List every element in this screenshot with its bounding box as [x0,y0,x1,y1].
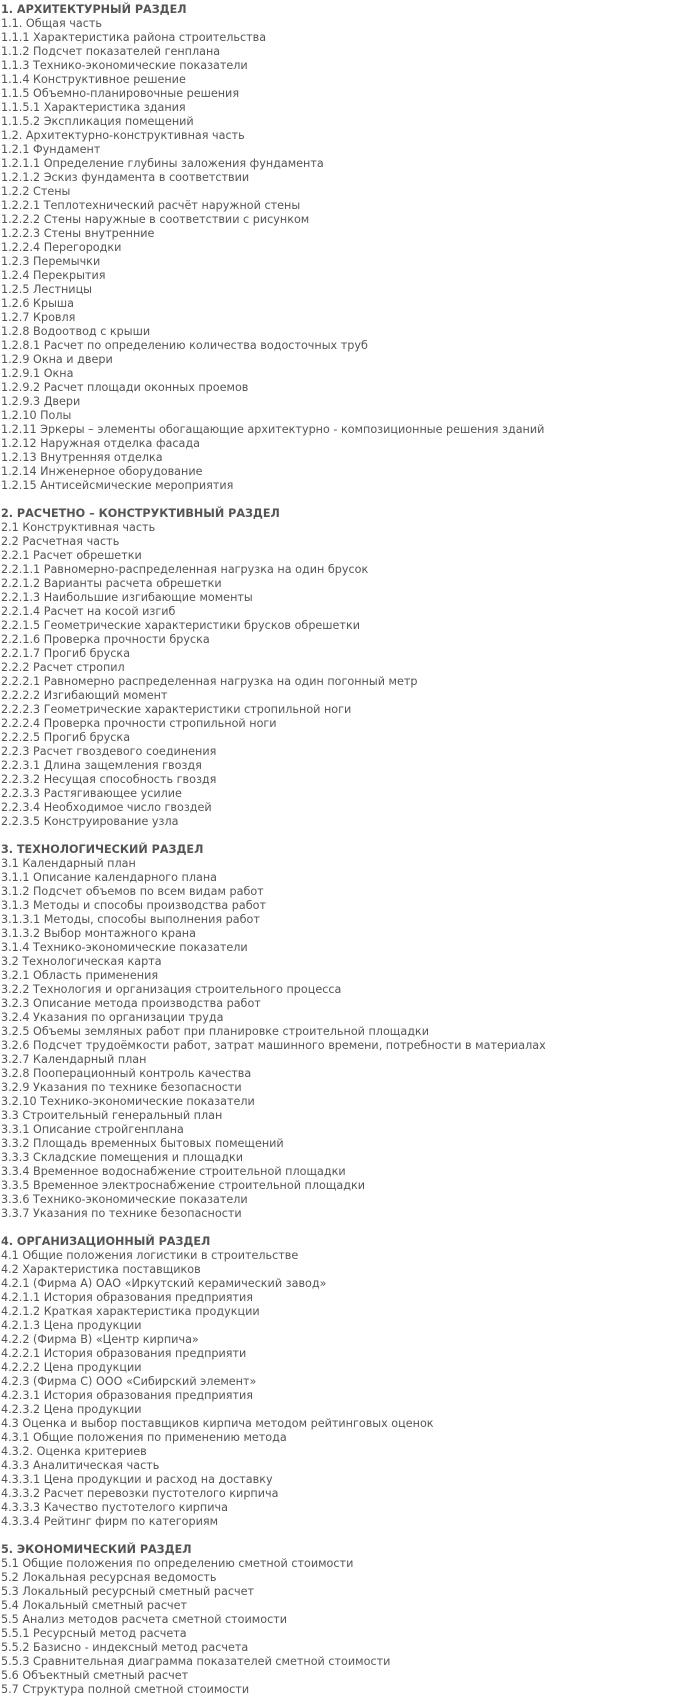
toc-item: 4.3.3.1 Цена продукции и расход на доставку [1,1473,273,1486]
toc-item: 4.2.2 (Фирма В) «Центр кирпича» [1,1333,199,1346]
toc-item: 2.2.1 Расчет обрешетки [1,549,142,562]
toc-item: 3.1 Календарный план [1,857,136,870]
toc-section-architectural [1,3,700,493]
toc-item: 3.1.3.1 Методы, способы выполнения работ [1,913,260,926]
toc-item: 2.2.3.4 Необходимое число гвоздей [1,801,212,814]
toc-item: 1.2.4 Перекрытия [1,269,106,282]
toc-item: 4.3.3.3 Качество пустотелого кирпича [1,1501,228,1514]
toc-item: 2.2.1.6 Проверка прочности бруска [1,633,210,646]
section-heading: 4. ОРГАНИЗАЦИОННЫЙ РАЗДЕЛ [1,1235,211,1248]
toc-section-technological [1,843,700,1221]
toc-item: 1.2.5 Лестницы [1,283,93,296]
toc-item: 2.2.1.4 Расчет на косой изгиб [1,605,176,618]
toc-item: 4.3.3.4 Рейтинг фирм по категориям [1,1515,219,1528]
toc-item: 1.2.9 Окна и двери [1,353,113,366]
section-items [1,1249,700,1529]
toc-item: 1.1.1 Характеристика района строительства [1,31,267,44]
toc-item: 5.5 Анализ методов расчета сметной стоимости [1,1613,288,1626]
toc-item: 3.2.10 Технико-экономические показатели [1,1095,255,1108]
toc-item: 1.2.1.2 Эскиз фундамента в соответствии [1,171,250,184]
toc-item: 2.2.3.2 Несущая способность гвоздя [1,773,217,786]
toc-item: 3.2.5 Объемы земляных работ при планировке строительной площадки [1,1025,429,1038]
toc-section-organizational [1,1235,700,1529]
toc-item: 1.2.9.3 Двери [1,395,81,408]
toc-item: 5.6 Объектный сметный расчет [1,1669,189,1682]
toc-item: 3.2.4 Указания по организации труда [1,1011,224,1024]
section-items [1,521,700,829]
toc-item: 2.2.2 Расчет стропил [1,661,125,674]
toc-item: 1.2.12 Наружная отделка фасада [1,437,200,450]
toc-item: 3.1.3 Методы и способы производства работ [1,899,267,912]
toc-item: 1.2.8 Водоотвод с крыши [1,325,151,338]
toc-item: 1.2.2.4 Перегородки [1,241,122,254]
toc-item: 2.2.2.4 Проверка прочности стропильной ноги [1,717,277,730]
toc-item: 4.2.1.2 Краткая характеристика продукции [1,1305,260,1318]
toc-item: 3.2.9 Указания по технике безопасности [1,1081,242,1094]
toc-item: 4.3.3 Аналитическая часть [1,1459,160,1472]
toc-item: 2.2.1.7 Прогиб бруска [1,647,131,660]
toc-item: 1.2.9.1 Окна [1,367,74,380]
toc-item: 3.1.1 Описание календарного плана [1,871,218,884]
toc-item: 4.3.3.2 Расчет перевозки пустотелого кирпича [1,1487,279,1500]
toc-item: 2.2.1.3 Наибольшие изгибающие моменты [1,591,253,604]
toc-item: 1.1. Общая часть [1,17,103,30]
toc-item: 1.2.10 Полы [1,409,72,422]
toc-item: 4.2.3.2 Цена продукции [1,1403,142,1416]
toc-item: 1.2.15 Антисейсмические мероприятия [1,479,234,492]
toc-item: 3.2.3 Описание метода производства работ [1,997,261,1010]
toc-item: 1.2.11 Эркеры – элементы обогащающие архитектурно - композиционные решения зданий [1,423,545,436]
toc-item: 3.3.3 Складские помещения и площадки [1,1151,244,1164]
toc-item: 2.2.3.1 Длина защемления гвоздя [1,759,202,772]
toc-item: 3.3.6 Технико-экономические показатели [1,1193,248,1206]
toc-item: 3.2.6 Подсчет трудоёмкости работ, затрат машинного времени, потребности в материалах [1,1039,546,1052]
toc-item: 4.1 Общие положения логистики в строительстве [1,1249,299,1262]
toc-item: 1.2.2.1 Теплотехнический расчёт наружной стены [1,199,301,212]
toc-item: 3.2.1 Область применения [1,969,159,982]
toc-item: 4.2.3 (Фирма С) ООО «Сибирский элемент» [1,1375,257,1388]
toc-item: 5.5.2 Базисно - индексный метод расчета [1,1641,249,1654]
toc-item: 1.2.1 Фундамент [1,143,101,156]
toc-item: 1.2.13 Внутренняя отделка [1,451,163,464]
toc-item: 2.2.2.5 Прогиб бруска [1,731,131,744]
section-heading: 2. РАСЧЕТНО – КОНСТРУКТИВНЫЙ РАЗДЕЛ [1,507,280,520]
toc-item: 1.2.9.2 Расчет площади оконных проемов [1,381,249,394]
toc-item: 2.2.3.3 Растягивающее усилие [1,787,182,800]
toc-item: 1.1.3 Технико-экономические показатели [1,59,248,72]
section-items [1,17,700,493]
toc-item: 3.1.4 Технико-экономические показатели [1,941,248,954]
toc-item: 2.2.3.5 Конструирование узла [1,815,179,828]
toc-item: 4.3.1 Общие положения по применению метода [1,1431,287,1444]
section-heading: 3. ТЕХНОЛОГИЧЕСКИЙ РАЗДЕЛ [1,843,204,856]
toc-item: 2.2.1.1 Равномерно-распределенная нагрузка на один брусок [1,563,369,576]
toc-item: 1.2.3 Перемычки [1,255,101,268]
toc-item: 1.2.6 Крыша [1,297,74,310]
toc-item: 4.2.1 (Фирма А) ОАО «Иркутский керамический завод» [1,1277,327,1290]
toc-item: 2.2.2.3 Геометрические характеристики стропильной ноги [1,703,352,716]
toc-item: 5.1 Общие положения по определению сметной стоимости [1,1557,354,1570]
toc-item: 1.2. Архитектурно-конструктивная часть [1,129,245,142]
section-heading: 1. АРХИТЕКТУРНЫЙ РАЗДЕЛ [1,3,187,16]
toc-item: 1.1.5.1 Характеристика здания [1,101,186,114]
toc-item: 1.2.1.1 Определение глубины заложения фундамента [1,157,324,170]
toc-item: 1.1.2 Подсчет показателей генплана [1,45,221,58]
toc-item: 4.2 Характеристика поставщиков [1,1263,201,1276]
toc-item: 3.2.7 Календарный план [1,1053,147,1066]
toc-section-structural-calculation [1,507,700,829]
toc-item: 2.2 Расчетная часть [1,535,120,548]
toc-item: 3.3.1 Описание стройгенплана [1,1123,184,1136]
toc-section-economic [1,1543,700,1697]
toc-item: 3.2.2 Технология и организация строительного процесса [1,983,342,996]
toc-item: 1.2.2.3 Стены внутренние [1,227,155,240]
toc-item: 4.2.1.1 История образования предприятия [1,1291,254,1304]
toc-item: 5.5.3 Сравнительная диаграмма показателей сметной стоимости [1,1655,391,1668]
toc-item: 2.2.3 Расчет гвоздевого соединения [1,745,217,758]
toc-item: 3.3 Строительный генеральный план [1,1109,223,1122]
toc-item: 1.2.2.2 Стены наружные в соответствии с рисунком [1,213,310,226]
toc-item: 3.3.4 Временное водоснабжение строительной площадки [1,1165,346,1178]
toc-item: 1.2.7 Кровля [1,311,76,324]
toc-item: 4.3 Оценка и выбор поставщиков кирпича методом рейтинговых оценок [1,1417,434,1430]
toc-item: 2.2.2.2 Изгибающий момент [1,689,168,702]
toc-item: 3.3.2 Площадь временных бытовых помещений [1,1137,284,1150]
toc-item: 2.2.2.1 Равномерно распределенная нагрузка на один погонный метр [1,675,418,688]
toc-item: 3.2 Технологическая карта [1,955,162,968]
section-items [1,857,700,1221]
toc-item: 5.2 Локальная ресурсная ведомость [1,1571,217,1584]
toc-item: 1.1.4 Конструктивное решение [1,73,186,86]
toc-item: 1.1.5.2 Экспликация помещений [1,115,194,128]
toc-item: 1.2.2 Стены [1,185,71,198]
toc-item: 5.7 Структура полной сметной стоимости [1,1683,250,1696]
toc-item: 4.2.3.1 История образования предприятия [1,1389,254,1402]
toc-item: 3.3.5 Временное электроснабжение строительной площадки [1,1179,365,1192]
section-heading: 5. ЭКОНОМИЧЕСКИЙ РАЗДЕЛ [1,1543,192,1556]
toc-item: 5.3 Локальный ресурсный сметный расчет [1,1585,255,1598]
toc-item: 4.2.2.1 История образования предприяти [1,1347,247,1360]
toc-item: 3.1.2 Подсчет объемов по всем видам работ [1,885,264,898]
toc-item: 3.2.8 Пооперационный контроль качества [1,1067,252,1080]
toc-item: 2.2.1.2 Варианты расчета обрешетки [1,577,222,590]
toc-item: 1.2.14 Инженерное оборудование [1,465,203,478]
toc-item: 4.2.2.2 Цена продукции [1,1361,142,1374]
toc-item: 5.5.1 Ресурсный метод расчета [1,1627,187,1640]
toc-item: 1.1.5 Объемно-планировочные решения [1,87,240,100]
toc-item: 1.2.8.1 Расчет по определению количества водосточных труб [1,339,368,352]
section-items [1,1557,700,1697]
toc-item: 2.2.1.5 Геометрические характеристики брусков обрешетки [1,619,360,632]
toc-item: 5.4 Локальный сметный расчет [1,1599,188,1612]
toc-item: 4.3.2. Оценка критериев [1,1445,147,1458]
toc-item: 2.1 Конструктивная часть [1,521,156,534]
toc-item: 3.3.7 Указания по технике безопасности [1,1207,242,1220]
toc-item: 3.1.3.2 Выбор монтажного крана [1,927,196,940]
toc-item: 4.2.1.3 Цена продукции [1,1319,142,1332]
